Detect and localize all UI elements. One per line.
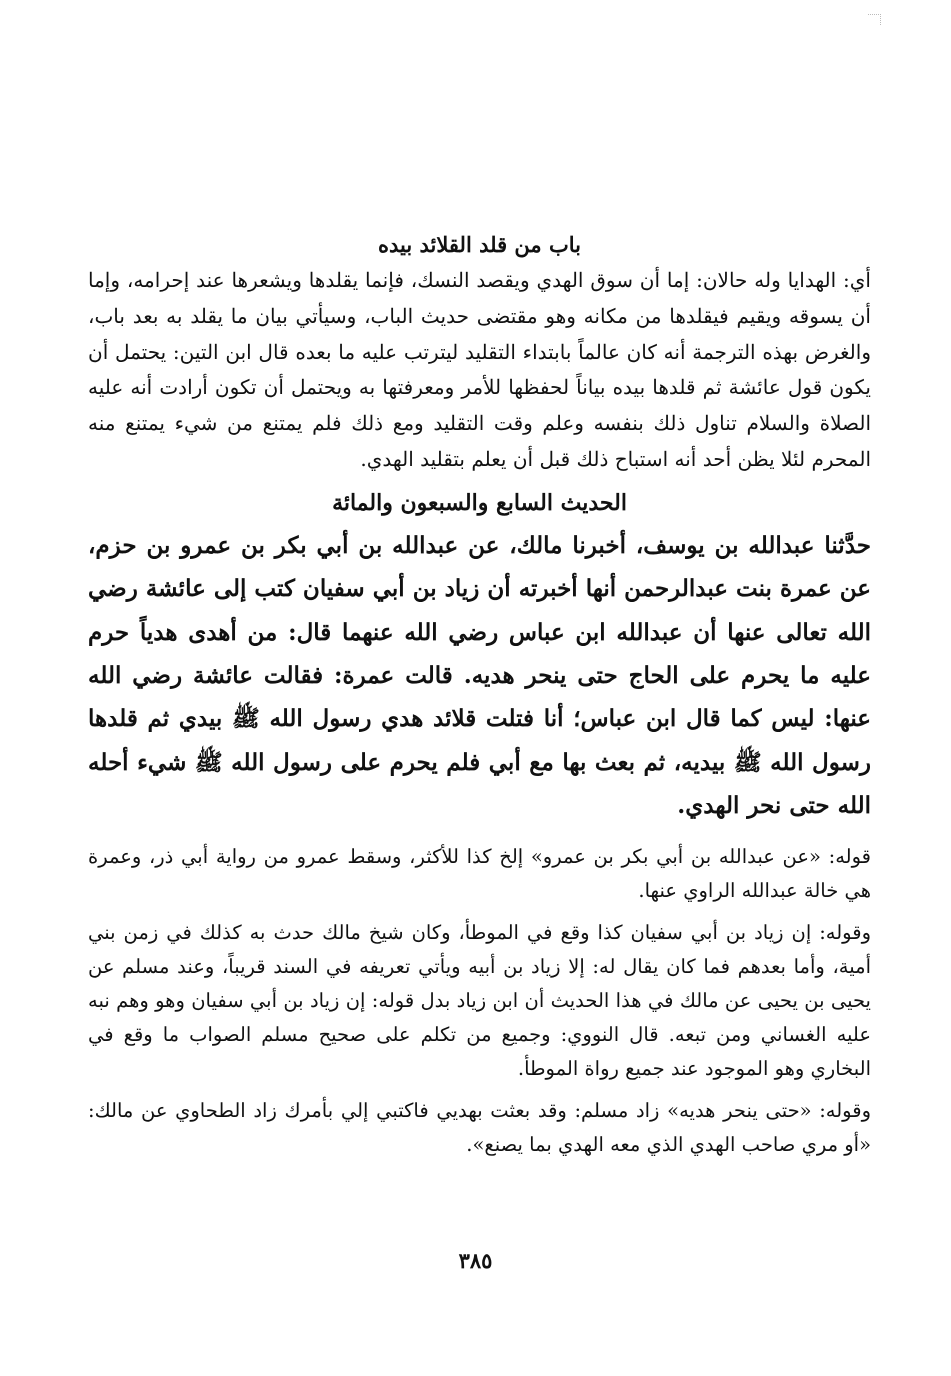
hadith-text: حدَّثنا عبدالله بن يوسف، أخبرنا مالك، عن عبدالله بن أبي بكر بن عمرو بن حزم، عن عمرة بنت عبدالرحمن أنها أخبرته أن زياد بن أبي سفيان كتب إلى عائشة رضي الله تعالى عنها أن عبدالله ابن عباس رضي الله عنهما قال: من أهدى هدياً حرم عليه ما يحرم على الحاج حتى ينحر هديه. قالت عمرة: فقالت عائشة رضي الله عنها: ليس كما قال ابن عباس؛ أنا فتلت قلائد هدي رسول الله ﷺ بيدي ثم قلدها رسول الله ﷺ بيديه، ثم بعث بها مع أبي فلم يحرم على رسول الله ﷺ شيء أحله الله حتى نحر الهدي. bbox=[88, 531, 871, 820]
chapter-heading: باب من قلد القلائد بيده bbox=[378, 232, 581, 257]
hadith-heading: الحديث السابع والسبعون والمائة bbox=[332, 489, 627, 516]
page-number: ٣٨٥ bbox=[458, 1248, 493, 1273]
page-content bbox=[88, 232, 871, 1170]
intro-paragraph: أي: الهدايا وله حالان: إما أن سوق الهدي ويقصد النسك، فإنما يقلدها ويشعرها عند إحرامه، وإما أن يسوقه ويقيم فيقلدها من مكانه وهو مقتضى حديث الباب، وسيأتي بيان ما يقلد به بعد باب، والغرض بهذه الترجمة أنه كان عالماً بابتداء التقليد ليترتب عليه ما بعده قال ابن التين: يحتمل أن يكون قول عائشة ثم قلدها بيده بياناً لحفظها للأمر ومعرفتها به ويحتمل أن تكون أرادت أنه عليه الصلاة والسلام تناول ذلك بنفسه وعلم وقت التقليد ومع ذلك فلم يمتنع من شيء يمتنع منه المحرم لئلا يظن أحد أنه استباح ذلك قبل أن يعلم بتقليد الهدي. bbox=[88, 268, 871, 471]
commentary-note: وقوله: إن زياد بن أبي سفيان كذا وقع في الموطأ، وكان شيخ مالك حدث به كذلك في زمن بني أمية، وأما بعدهم فما كان يقال له: إلا زياد بن أبيه ويأتي تعريفه في السند قريباً، وعند مسلم عن يحيى بن يحيى عن مالك في هذا الحديث أن ابن زياد بدل قوله: إن زياد بن أبي سفيان وهو وهم نبه عليه الغساني ومن تبعه. قال النووي: وجميع من تكلم على صحيح مسلم الصواب ما وقع في البخاري وهو الموجود عند جميع رواة الموطأ. bbox=[88, 920, 871, 1080]
commentary-notes bbox=[88, 840, 871, 1162]
scan-corner-mark bbox=[868, 14, 881, 25]
commentary-note: وقوله: «حتى ينحر هديه» زاد مسلم: وقد بعثت بهديي فاكتبي إلي بأمرك زاد الطحاوي عن مالك: «أو مري صاحب الهدي الذي معه الهدي بما يصنع». bbox=[88, 1098, 871, 1156]
commentary-note: قوله: «عن عبدالله بن أبي بكر بن عمرو» إلخ كذا للأكثر، وسقط عمرو من رواية أبي ذر، وعمرة هي خالة عبدالله الراوي عنها. bbox=[88, 844, 871, 902]
